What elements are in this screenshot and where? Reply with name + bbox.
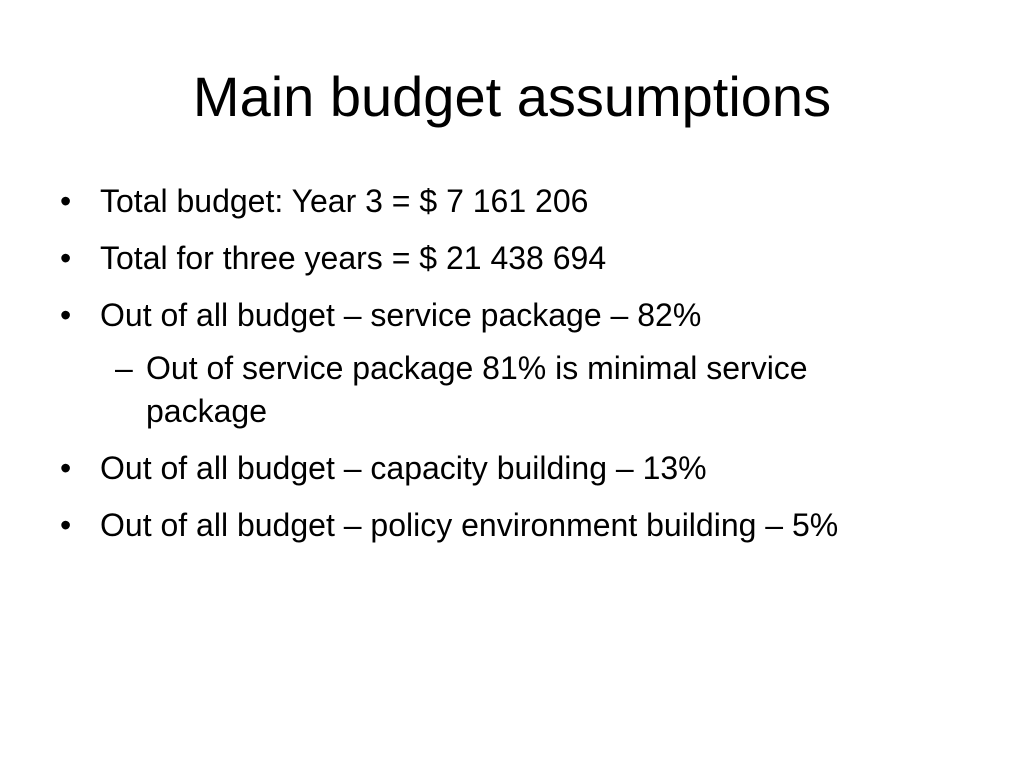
- bullet-policy-environment: [0, 504, 960, 547]
- bullet-capacity-building: [0, 447, 960, 490]
- bullet-marker: •: [60, 450, 72, 486]
- bullet-text: Out of all budget – policy environment building – 5%: [100, 507, 839, 543]
- bullet-marker: •: [60, 507, 72, 543]
- bullet-text: Out of all budget – capacity building – 13%: [100, 450, 707, 486]
- bullet-total-three-years: [0, 237, 960, 280]
- sub-bullet-marker: –: [115, 350, 133, 386]
- bullet-marker: •: [60, 183, 72, 219]
- bullet-marker: •: [60, 240, 72, 276]
- bullet-service-package: [0, 294, 960, 337]
- bullet-text: Out of all budget – service package – 82%: [100, 297, 702, 333]
- sub-bullet-minimal-service-package: [0, 347, 866, 433]
- slide-title: Main budget assumptions: [192, 65, 832, 128]
- bullet-text: Total budget: Year 3 = $ 7 161 206: [100, 183, 589, 219]
- bullet-list: [0, 180, 1024, 547]
- bullet-marker: •: [60, 297, 72, 333]
- bullet-total-budget-year-3: [0, 180, 960, 223]
- sub-bullet-text: Out of service package 81% is minimal service package: [146, 350, 808, 429]
- bullet-text: Total for three years = $ 21 438 694: [100, 240, 607, 276]
